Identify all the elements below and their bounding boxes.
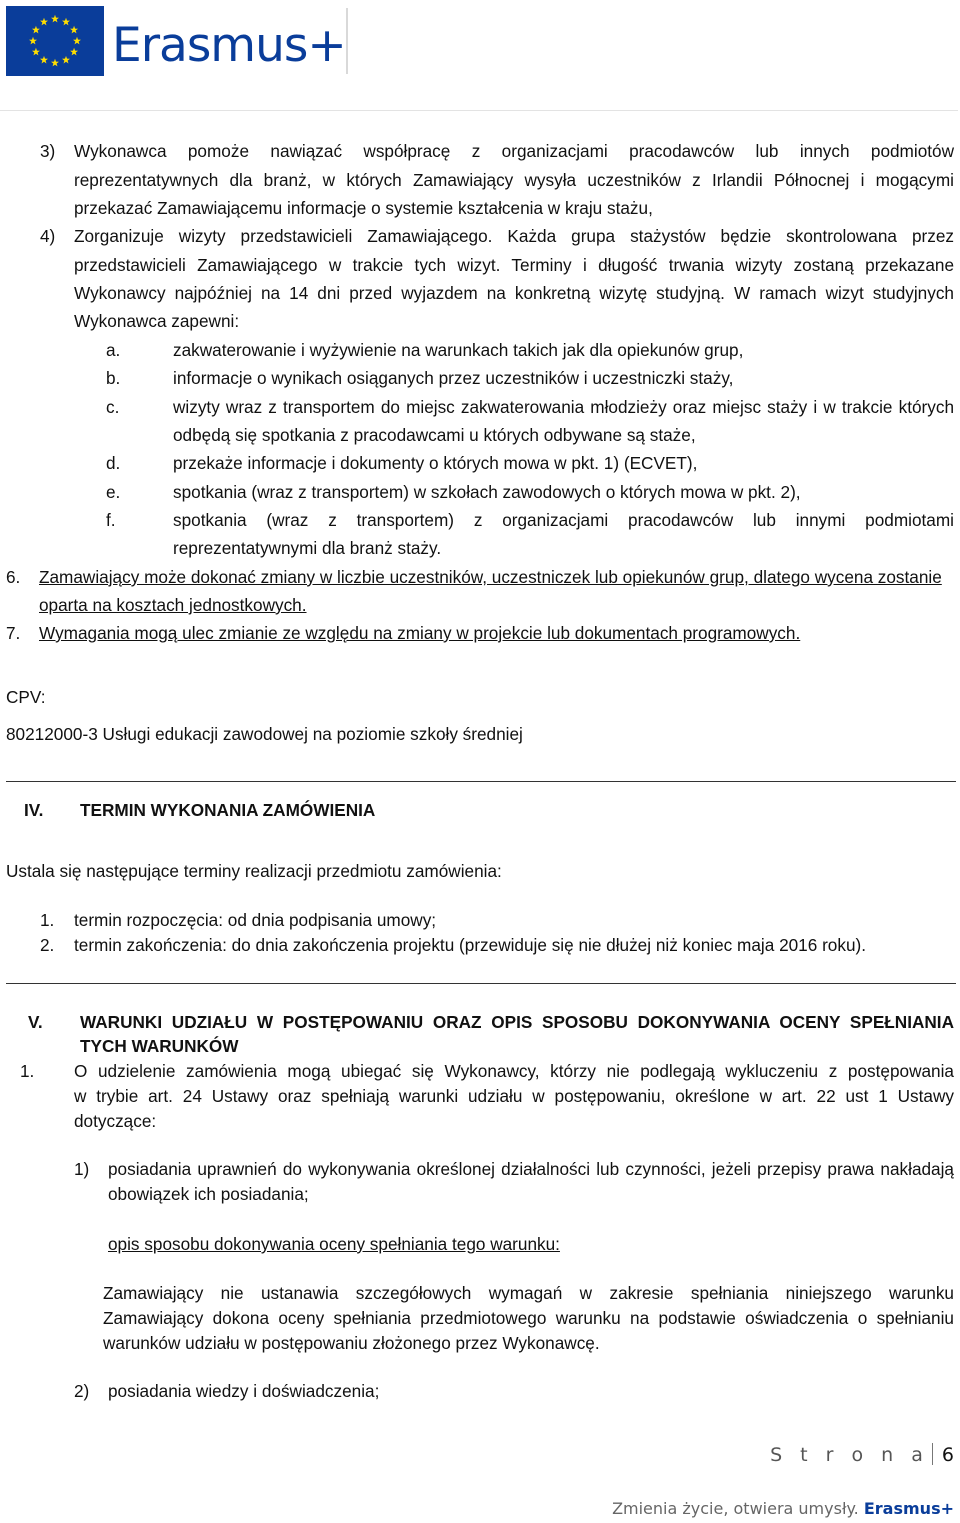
list-item: termin rozpoczęcia: od dnia podpisania umowy; — [74, 910, 437, 930]
cpv-code: 80212000-3 Usługi edukacji zawodowej na poziomie szkoły średniej — [6, 724, 523, 744]
list-item: termin zakończenia: do dnia zakończenia projektu (przewiduje się nie dłużej niż koniec maja 2016 roku). — [74, 935, 867, 955]
section-intro: Ustala się następujące terminy realizacji przedmiotu zamówienia: — [6, 861, 502, 881]
paragraph-line: w trybie art. 24 Ustawy oraz spełniają warunki udziału w postępowaniu, określone w art. 22 ust 1 Ustawy — [74, 1086, 954, 1106]
section-rule — [6, 983, 956, 984]
paragraph-line: Wykonawcy najpóźniej na 14 dni przed wyjazdem na konkretną wizytę studyjną. W ramach wizyt studyjnych — [74, 283, 954, 303]
cpv-label: CPV: — [6, 687, 46, 707]
paragraph-line: Zorganizuje wizyty przedstawicieli Zamawiającego. Każda grupa stażystów będzie skontrolowana przez — [74, 226, 954, 246]
paragraph-line: posiadania uprawnień do wykonywania określonej działalności lub czynności, jeżeli przepisy prawa nakładają — [108, 1159, 954, 1179]
item-number: 6. — [6, 567, 21, 587]
section-number: V. — [28, 1012, 43, 1032]
underlined-heading: opis sposobu dokonywania oceny spełniania tego warunku: — [108, 1234, 560, 1254]
list-number: 1. — [20, 1061, 35, 1081]
sublist-item: spotkania (wraz z transportem) w szkołach zawodowych o których mowa w pkt. 2), — [173, 482, 801, 502]
underlined-paragraph: Wymagania mogą ulec zmianie ze względu na zmiany w projekcie lub dokumentach programowych. — [39, 623, 801, 643]
page-number: 6 — [941, 1444, 954, 1466]
tagline-brand: Erasmus+ — [863, 1499, 954, 1518]
paragraph-line: Wykonawca pomoże nawiązać współpracę z organizacjami pracodawców lub innych podmiotów — [74, 141, 954, 161]
paragraph-line: Zamawiający nie ustanawia szczegółowych wymagań w zakresie spełniania niniejszego warunku — [103, 1283, 954, 1303]
item-number: 7. — [6, 623, 21, 643]
item-number: 3) — [40, 141, 56, 161]
underlined-paragraph: Zamawiający może dokonać zmiany w liczbie uczestników, uczestniczek lub opiekunów grup, dlatego wycena zostanie — [39, 567, 942, 587]
page-label: S t r o n a — [770, 1444, 929, 1466]
paragraph-line: posiadania wiedzy i doświadczenia; — [108, 1381, 380, 1401]
paragraph-line: Wykonawca zapewni: — [74, 311, 240, 331]
paragraph-line: O udzielenie zamówienia mogą ubiegać się Wykonawcy, którzy nie podlegają wykluczeniu z postępowania — [74, 1061, 954, 1081]
paragraph-line: Zamawiający dokona oceny spełniania przedmiotowego warunku na podstawie oświadczenia o spełnianiu — [103, 1308, 954, 1328]
tagline-text: Zmienia życie, otwiera umysły. — [612, 1499, 859, 1518]
list-number: 1) — [74, 1159, 90, 1179]
eu-stars-icon — [6, 6, 104, 76]
sublist-item: przekaże informacje i dokumenty o których mowa w pkt. 1) (ECVET), — [173, 453, 698, 473]
sublist-item: odbędą się spotkania z pracodawcami u których odbywane są staże, — [173, 425, 696, 445]
sublist-letter: f. — [106, 510, 116, 530]
footer-tagline — [612, 1499, 954, 1518]
paragraph-line: obowiązek ich posiadania; — [108, 1184, 309, 1204]
sublist-letter: c. — [106, 397, 120, 417]
section-title: TYCH WARUNKÓW — [80, 1036, 239, 1056]
sublist-letter: e. — [106, 482, 121, 502]
section-title: WARUNKI UDZIAŁU W POSTĘPOWANIU ORAZ OPIS SPOSOBU DOKONYWANIA OCENY SPEŁNIANIA — [80, 1012, 954, 1032]
logo-divider — [346, 8, 348, 74]
sublist-item: zakwaterowanie i wyżywienie na warunkach takich jak dla opiekunów grup, — [173, 340, 744, 360]
header-rule — [0, 110, 958, 111]
list-number: 2) — [74, 1381, 90, 1401]
underlined-paragraph: oparta na kosztach jednostkowych. — [39, 595, 307, 615]
sublist-item: wizyty wraz z transportem do miejsc zakwaterowania młodzieży oraz miejsc staży i w trakcie których — [173, 397, 954, 417]
sublist-letter: b. — [106, 368, 121, 388]
section-title: TERMIN WYKONANIA ZAMÓWIENIA — [80, 800, 376, 820]
paragraph-line: przekazać Zamawiającemu informacje o systemie kształcenia w kraju stażu, — [74, 198, 653, 218]
sublist-item: reprezentatywnymi dla branż staży. — [173, 538, 442, 558]
eu-flag-logo — [6, 6, 104, 76]
erasmus-logo-text: Erasmus+ — [112, 18, 346, 73]
paragraph-line: reprezentatywnych dla branż, w których Zamawiający wysyła uczestników z Irlandii Północnej i mogącymi — [74, 170, 954, 190]
page-indicator — [770, 1443, 954, 1466]
sublist-letter: d. — [106, 453, 121, 473]
sublist-letter: a. — [106, 340, 121, 360]
item-number: 4) — [40, 226, 56, 246]
list-number: 2. — [40, 935, 55, 955]
page-divider — [932, 1443, 933, 1465]
list-number: 1. — [40, 910, 55, 930]
section-rule — [6, 781, 956, 782]
paragraph-line: przedstawicieli Zamawiającego w trakcie tych wizyt. Terminy i długość trwania wizyty zostaną przekazane — [74, 255, 954, 275]
section-number: IV. — [24, 800, 44, 820]
sublist-item: informacje o wynikach osiąganych przez uczestników i uczestniczki staży, — [173, 368, 734, 388]
paragraph-line: warunków udziału w postępowaniu złożonego przez Wykonawcę. — [103, 1333, 600, 1353]
sublist-item: spotkania (wraz z transportem) z organizacjami pracodawców lub innymi podmiotami — [173, 510, 954, 530]
paragraph-line: dotyczące: — [74, 1111, 157, 1131]
